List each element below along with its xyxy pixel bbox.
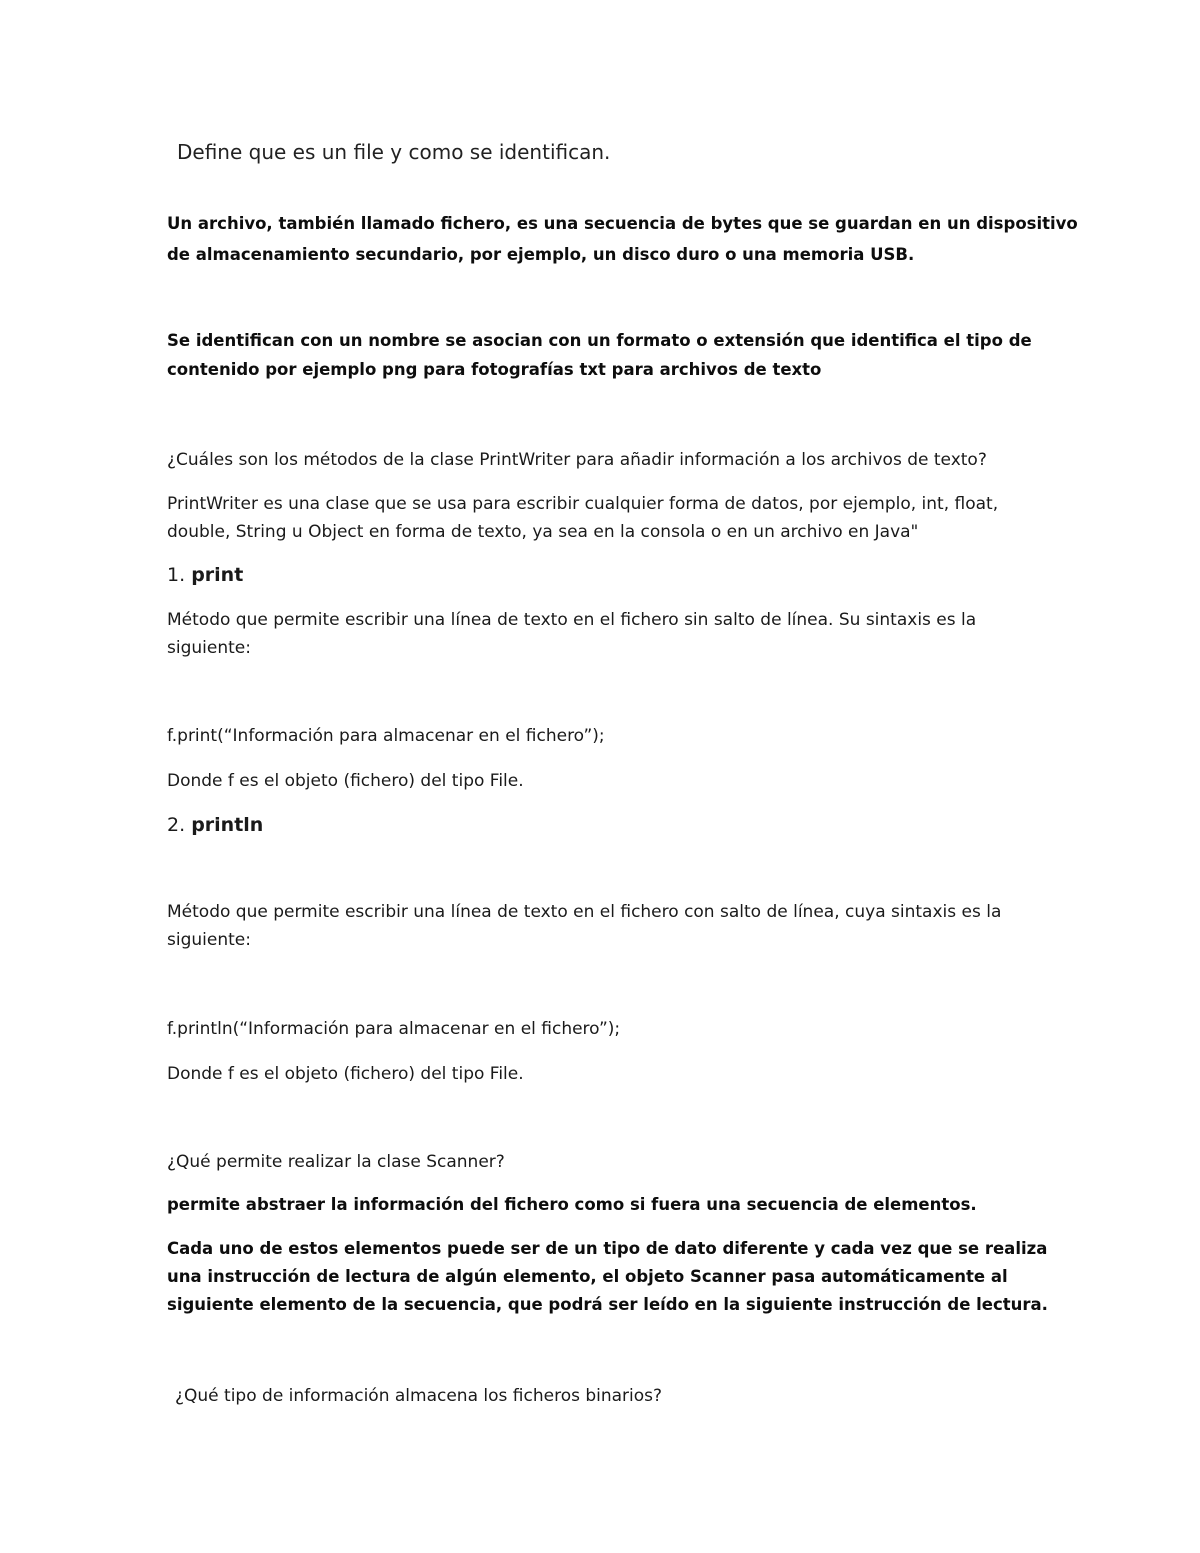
page-title: Define que es un file y como se identifican.	[177, 140, 611, 164]
method-number: 1.	[167, 564, 186, 586]
println-desc-line1: Método que permite escribir una línea de texto en el fichero con salto de línea, cuya sintaxis es la	[167, 902, 1002, 922]
method-heading-print	[167, 561, 243, 589]
println-code: f.println(“Información para almacenar en el fichero”);	[167, 1019, 621, 1039]
printwriter-desc-line1: PrintWriter es una clase que se usa para escribir cualquier forma de datos, por ejemplo, int, float,	[167, 494, 999, 514]
print-desc-line1: Método que permite escribir una línea de texto en el fichero sin salto de línea. Su sintaxis es la	[167, 610, 977, 630]
answer1-line2: de almacenamiento secundario, por ejemplo, un disco duro o una memoria USB.	[167, 245, 915, 264]
question2: ¿Cuáles son los métodos de la clase PrintWriter para añadir información a los archivos de texto?	[167, 450, 987, 470]
method-heading-println	[167, 811, 263, 839]
question4: ¿Qué tipo de información almacena los ficheros binarios?	[175, 1386, 663, 1406]
method-name: print	[191, 564, 244, 586]
question3: ¿Qué permite realizar la clase Scanner?	[167, 1152, 505, 1172]
printwriter-desc-line2: double, String u Object en forma de texto, ya sea en la consola o en un archivo en Java"	[167, 522, 919, 542]
print-code: f.print(“Información para almacenar en el fichero”);	[167, 726, 605, 746]
answer2-line2: contenido por ejemplo png para fotografías txt para archivos de texto	[167, 360, 822, 379]
answer1-line1: Un archivo, también llamado fichero, es una secuencia de bytes que se guardan en un dispositivo	[167, 214, 1078, 233]
answer3a: permite abstraer la información del fichero como si fuera una secuencia de elementos.	[167, 1195, 977, 1214]
answer3b-line2: una instrucción de lectura de algún elemento, el objeto Scanner pasa automáticamente al	[167, 1267, 1008, 1286]
answer3b-line3: siguiente elemento de la secuencia, que podrá ser leído en la siguiente instrucción de lectura.	[167, 1295, 1048, 1314]
answer3b-line1: Cada uno de estos elementos puede ser de un tipo de dato diferente y cada vez que se realiza	[167, 1239, 1048, 1258]
method-name: println	[191, 814, 264, 836]
print-note: Donde f es el objeto (fichero) del tipo File.	[167, 771, 524, 791]
print-desc-line2: siguiente:	[167, 638, 251, 658]
method-number: 2.	[167, 814, 186, 836]
println-desc-line2: siguiente:	[167, 930, 251, 950]
println-note: Donde f es el objeto (fichero) del tipo File.	[167, 1064, 524, 1084]
answer2-line1: Se identifican con un nombre se asocian con un formato o extensión que identifica el tipo de	[167, 331, 1032, 350]
